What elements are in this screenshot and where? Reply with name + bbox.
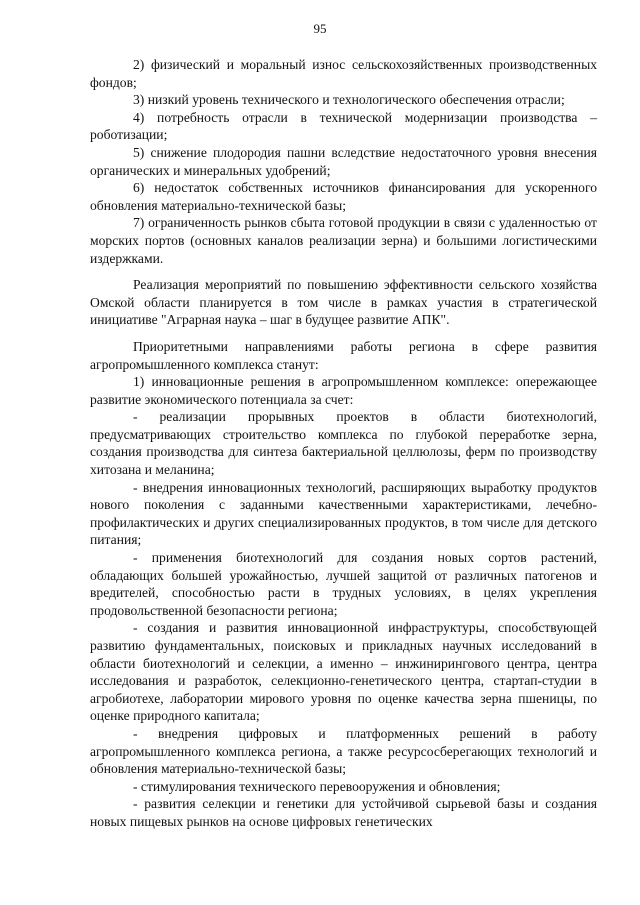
paragraph-strategic-initiative: Реализация мероприятий по повышению эффективности сельского хозяйства Омской области планируется в том числе в рамках участия в стратегической инициативе "Аграрная наука – шаг в будущее развитие АПК". <box>90 277 597 328</box>
bullet-biotech-plant-varieties: - применения биотехнологий для создания новых сортов растений, обладающих большей урожайностью, лучшей защитой от различных патогенов и вредителей, способностью расти в трудных условиях, в целях укрепления продовольственной безопасности региона; <box>90 550 597 618</box>
page-number: 95 <box>313 21 327 36</box>
bullet-selection-genetics: - развития селекции и генетики для устойчивой сырьевой базы и создания новых пищевых рынков на основе цифровых генетических <box>90 796 597 829</box>
bullet-technical-reequipment: - стимулирования технического перевооружения и обновления; <box>133 778 501 794</box>
bullet-digital-solutions: - внедрения цифровых и платформенных решений в работу агропромышленного комплекса региона, а также ресурсосберегающих технологий и обновления материально-технической базы; <box>90 725 597 777</box>
paragraph-list-item-2: 2) физический и моральный износ сельскохозяйственных производственных фондов; <box>90 57 597 90</box>
bullet-biotech-projects: - реализации прорывных проектов в области биотехнологий, предусматривающих строительство комплекса по глубокой переработке зерна, создания производства для синтеза бактериальной целлюлозы, ферм по производству хитозана и меланина; <box>90 409 597 478</box>
paragraph-list-item-5: 5) снижение плодородия пашни вследствие недостаточного уровня внесения органических и минеральных удобрений; <box>90 144 597 178</box>
paragraph-list-item-6: 6) недостаток собственных источников финансирования для ускоренного обновления материально-технической базы; <box>90 180 597 213</box>
paragraph-list-item-3: 3) низкий уровень технического и технологического обеспечения отрасли; <box>133 92 565 108</box>
document-body <box>90 56 597 831</box>
paragraph-list-item-4: 4) потребность отрасли в технической модернизации производства – роботизации; <box>90 109 597 143</box>
paragraph-innovation-solutions: 1) инновационные решения в агропромышленном комплексе: опережающее развитие экономического потенциала за счет: <box>90 374 597 407</box>
bullet-innovative-technologies: - внедрения инновационных технологий, расширяющих выработку продуктов нового поколения с заданными качественными характеристиками, лечебно-профилактических и других специализированных продуктов, в том числе для детского питания; <box>90 479 597 548</box>
paragraph-priority-directions: Приоритетными направлениями работы региона в сфере развития агропромышленного комплекса станут: <box>90 338 597 372</box>
bullet-innovation-infrastructure: - создания и развития инновационной инфраструктуры, способствующей развитию фундаментальных, поисковых и прикладных научных исследований в области биотехнологий и селекции, а именно – инжинирингового центра, центра исследования и разработок, селекционно-генетического центра, стартап-студии в агробиотехе, лаборатории мирового уровня по оценке качества зерна пшеницы, по оценке природного капитала; <box>90 620 597 724</box>
paragraph-list-item-7: 7) ограниченность рынков сбыта готовой продукции в связи с удаленностью от морских портов (основных каналов реализации зерна) и большими логистическими издержками. <box>90 215 597 266</box>
